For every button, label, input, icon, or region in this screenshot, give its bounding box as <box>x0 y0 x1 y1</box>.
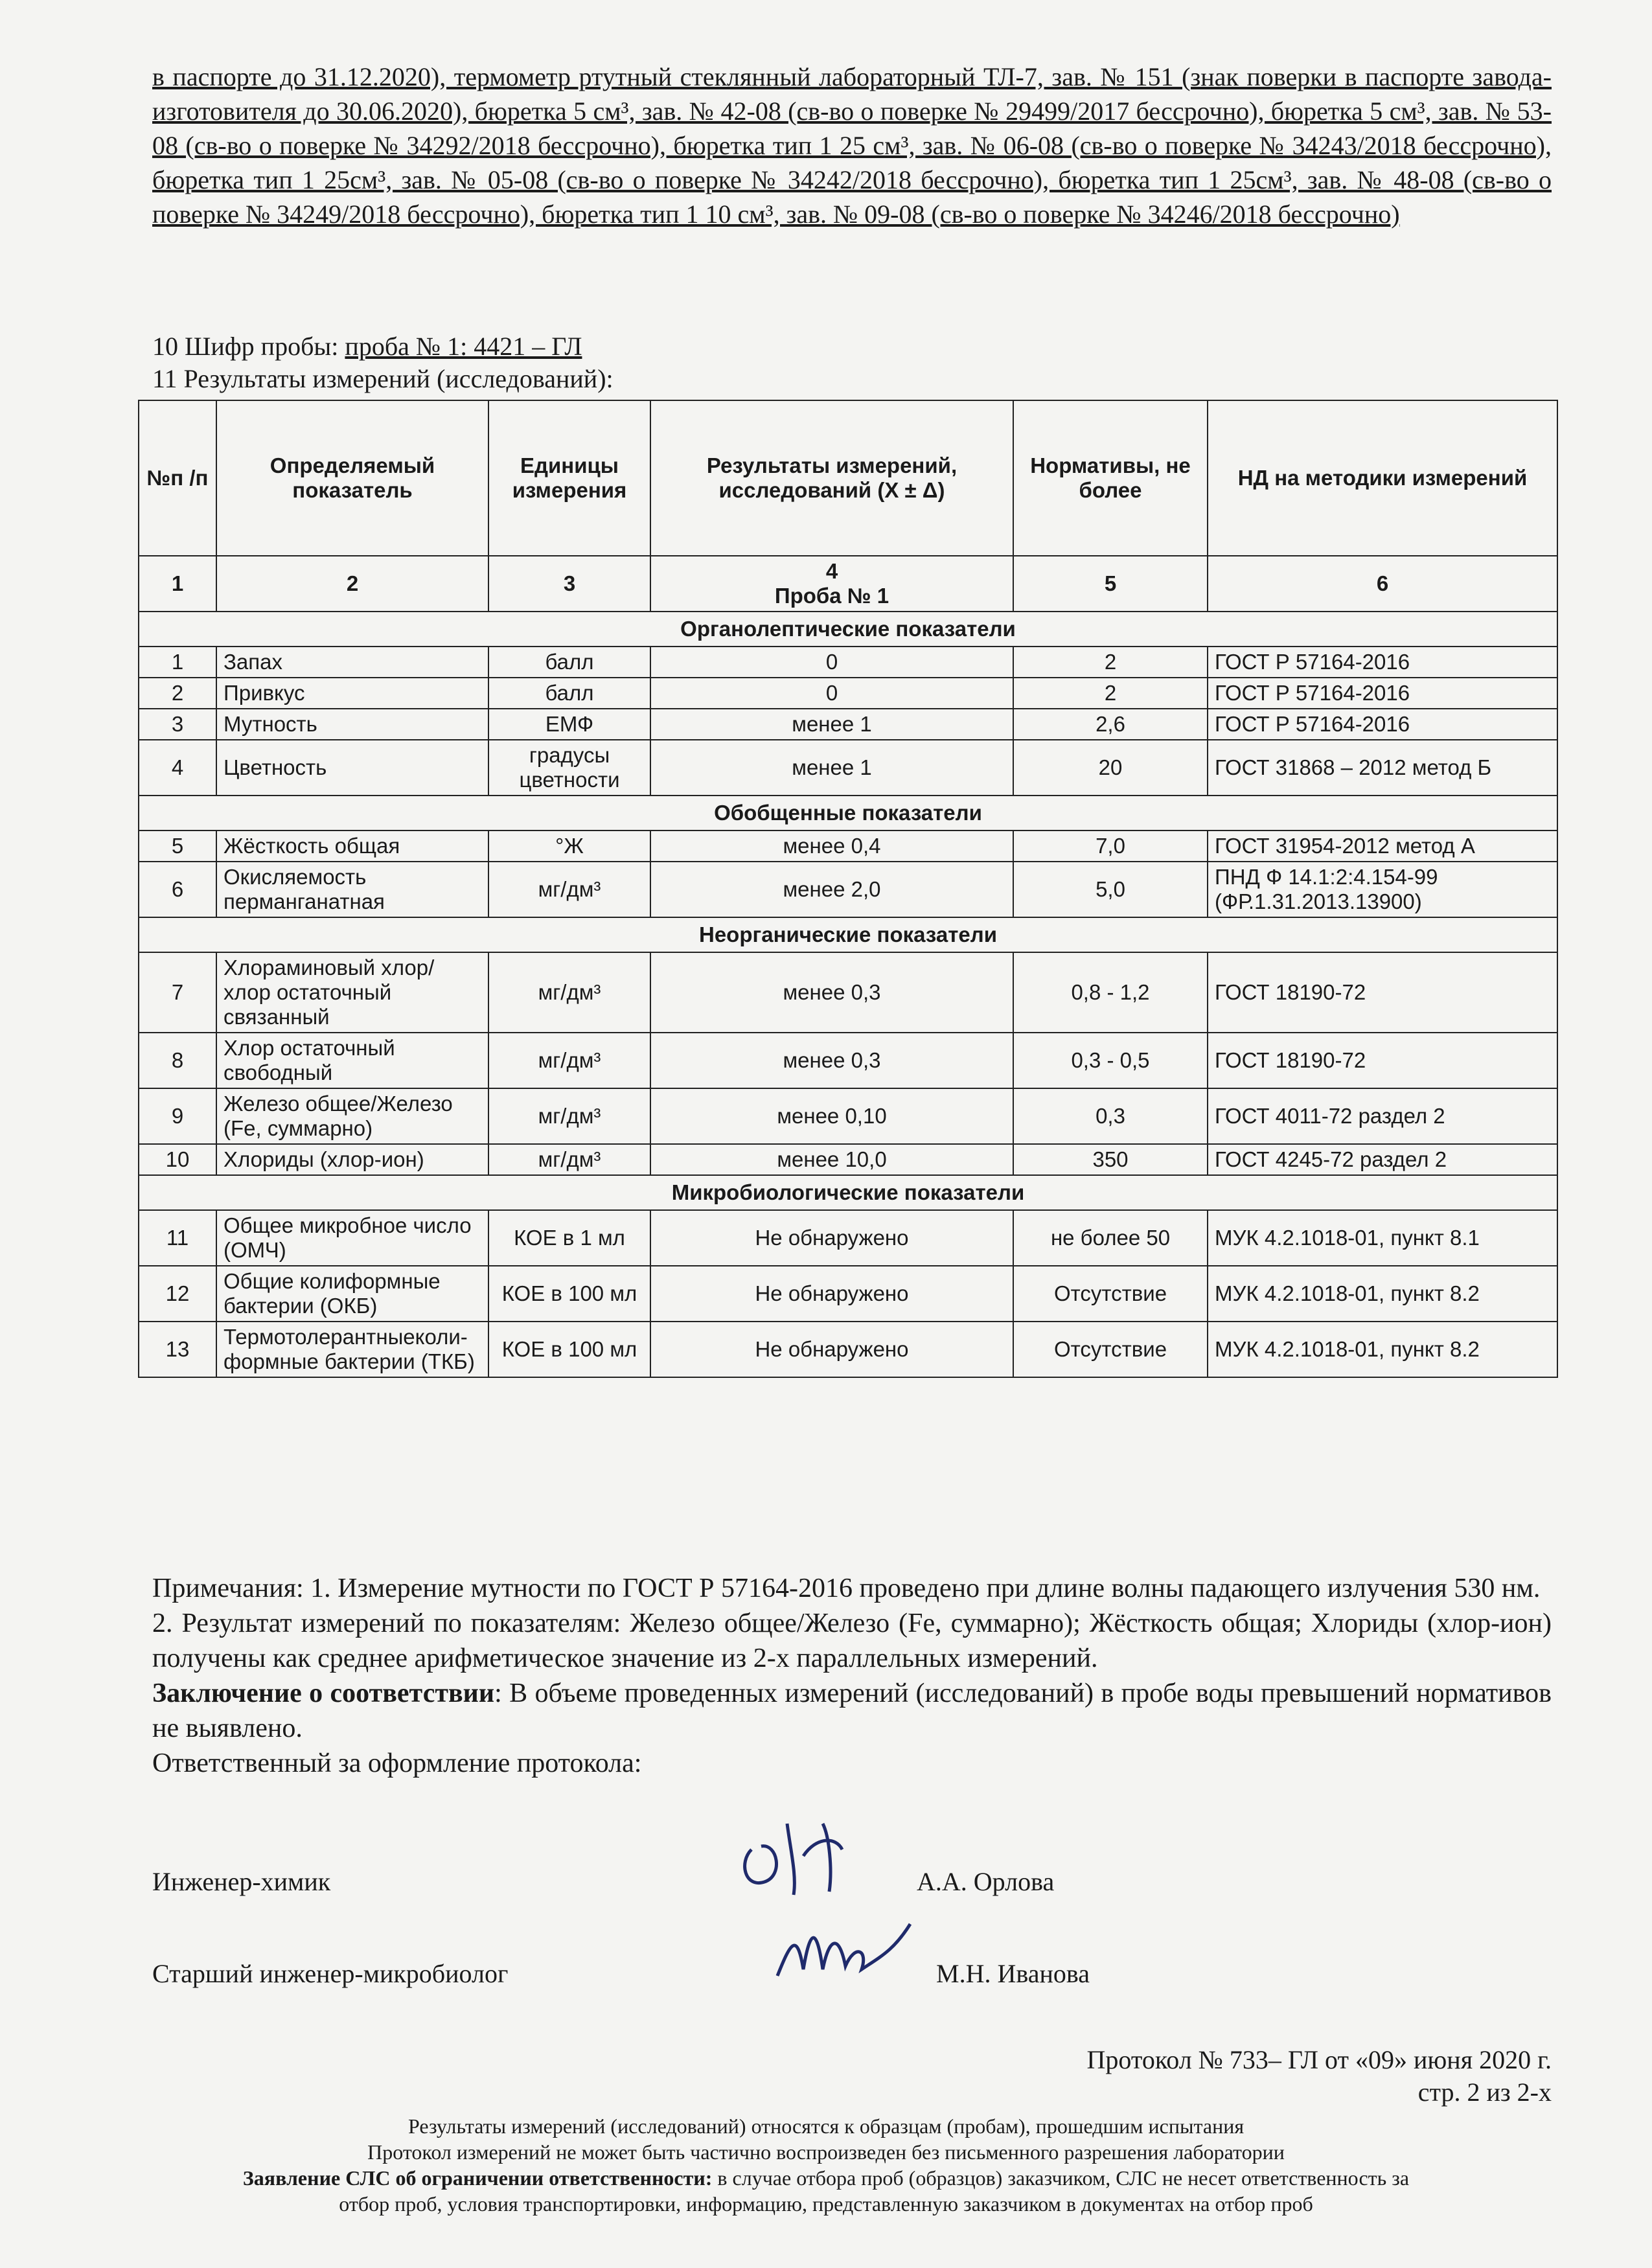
section-header-row <box>139 796 1557 830</box>
table-cell: Общие колиформные бактерии (ОКБ) <box>216 1266 488 1322</box>
table-cell: 7 <box>139 952 216 1033</box>
table-row <box>139 678 1557 709</box>
table-cell: 20 <box>1013 740 1208 796</box>
table-row <box>139 952 1557 1033</box>
table-cell: 6 <box>139 862 216 917</box>
table-cell: мг/дм³ <box>488 952 650 1033</box>
conclusion <box>152 1676 1552 1746</box>
table-cell: ГОСТ Р 57164-2016 <box>1208 709 1557 740</box>
results-table <box>138 400 1558 1378</box>
disclaimer-text: в случае отбора проб (образцов) заказчиком, СЛС не несет ответственность за <box>712 2166 1410 2190</box>
protocol-reference: Протокол № 733– ГЛ от «09» июня 2020 г. <box>1086 2045 1552 2074</box>
table-cell: Хлориды (хлор-ион) <box>216 1144 488 1175</box>
page-number: стр. 2 из 2-х <box>1417 2078 1552 2107</box>
column-number: 1 <box>139 556 216 612</box>
table-cell: мг/дм³ <box>488 862 650 917</box>
table-cell: 7,0 <box>1013 830 1208 862</box>
table-cell: ПНД Ф 14.1:2:4.154-99 (ФР.1.31.2013.13900) <box>1208 862 1557 917</box>
footer-disclaimer <box>0 2165 1652 2191</box>
column-number-with-sample <box>650 556 1013 612</box>
table-row <box>139 709 1557 740</box>
table-cell: менее 0,4 <box>650 830 1013 862</box>
sample-code-label: 10 Шифр пробы: <box>152 332 345 361</box>
column-number: 4 <box>825 559 838 583</box>
header-cell: НД на методики измерений <box>1208 400 1557 556</box>
table-cell: 0 <box>650 647 1013 678</box>
equipment-list-continuation: в паспорте до 31.12.2020), термометр ртутный стеклянный лабораторный ТЛ-7, зав. № 151 (знак поверки в паспорте завода-изготовителя до 30.06.2020), бюретка 5 см³, зав. № 42-08 (св-во о поверке № 29499/2017 бессрочно), бюретка 5 см³, зав. № 53-08 (св-во о поверке № 34292/2018 бессрочно), бюретка тип 1 25 см³, зав. № 06-08 (св-во о поверке № 34243/2018 бессрочно), бюретка тип 1 25см³, зав. № 05-08 (св-во о поверке № 34242/2018 бессрочно), бюретка тип 1 25см³, зав. № 48-08 (св-во о поверке № 34249/2018 бессрочно), бюретка тип 1 10 см³, зав. № 09-08 (св-во о поверке № 34246/2018 бессрочно) <box>152 62 1552 229</box>
table-cell: Привкус <box>216 678 488 709</box>
table-cell: ГОСТ 18190-72 <box>1208 952 1557 1033</box>
table-cell: менее 0,3 <box>650 1033 1013 1088</box>
section-title: Органолептические показатели <box>139 612 1557 647</box>
table-cell: менее 0,10 <box>650 1088 1013 1144</box>
table-cell: Железо общее/Железо (Fe, суммарно) <box>216 1088 488 1144</box>
sample-code-value: проба № 1: 4421 – ГЛ <box>345 332 582 361</box>
section-header-row <box>139 612 1557 647</box>
responsible-label: Ответственный за оформление протокола: <box>152 1748 642 1778</box>
column-number-row <box>139 556 1557 612</box>
table-cell: ГОСТ Р 57164-2016 <box>1208 647 1557 678</box>
table-cell: менее 1 <box>650 740 1013 796</box>
table-cell: 0,8 - 1,2 <box>1013 952 1208 1033</box>
signatory-role: Инженер-химик <box>152 1867 331 1896</box>
table-cell: КОЕ в 1 мл <box>488 1210 650 1266</box>
table-cell: Мутность <box>216 709 488 740</box>
table-cell: Цветность <box>216 740 488 796</box>
section-header-row <box>139 917 1557 952</box>
table-cell: Хлор остаточный свободный <box>216 1033 488 1088</box>
table-cell: менее 10,0 <box>650 1144 1013 1175</box>
conclusion-label: Заключение о соответствии <box>152 1678 495 1708</box>
section-title: Обобщенные показатели <box>139 796 1557 830</box>
table-row <box>139 1088 1557 1144</box>
table-cell: КОЕ в 100 мл <box>488 1322 650 1377</box>
section-title: Неорганические показатели <box>139 917 1557 952</box>
conclusion-text: : В объеме проведенных измерений (исследований) в пробе воды превышений нормативов не выявлено. <box>152 1678 1552 1743</box>
table-row <box>139 1144 1557 1175</box>
note-2: 2. Результат измерений по показателям: Железо общее/Железо (Fe, суммарно); Жёсткость общая; Хлориды (хлор-ион) получены как среднее арифметическое значение из 2-х параллельных измерений. <box>152 1609 1552 1673</box>
notes-block <box>152 1571 1552 1781</box>
table-cell: 2 <box>1013 678 1208 709</box>
table-cell: Не обнаружено <box>650 1322 1013 1377</box>
signatory-role: Старший инженер-микробиолог <box>152 1959 509 1988</box>
signatory-name: М.Н. Иванова <box>936 1959 1090 1988</box>
header-cell: Результаты измерений, исследований (X ± Δ) <box>650 400 1013 556</box>
footer-line-2: Протокол измерений не может быть частично воспроизведен без письменного разрешения лаборатории <box>367 2140 1285 2164</box>
header-cell: Нормативы, не более <box>1013 400 1208 556</box>
table-row <box>139 1210 1557 1266</box>
table-cell: градусы цветности <box>488 740 650 796</box>
table-cell: ГОСТ 31868 – 2012 метод Б <box>1208 740 1557 796</box>
table-cell: 10 <box>139 1144 216 1175</box>
table-cell: 8 <box>139 1033 216 1088</box>
table-cell: менее 0,3 <box>650 952 1013 1033</box>
table-cell: МУК 4.2.1018-01, пункт 8.2 <box>1208 1322 1557 1377</box>
table-cell: °Ж <box>488 830 650 862</box>
sample-title: Проба № 1 <box>774 584 889 608</box>
table-cell: ЕМФ <box>488 709 650 740</box>
table-cell: 12 <box>139 1266 216 1322</box>
header-cell: №п /п <box>139 400 216 556</box>
section-header-row <box>139 1175 1557 1210</box>
column-number: 5 <box>1013 556 1208 612</box>
table-cell: 1 <box>139 647 216 678</box>
table-cell: Термотолерантныеколи-формные бактерии (ТКБ) <box>216 1322 488 1377</box>
header-cell: Определяемый показатель <box>216 400 488 556</box>
table-cell: менее 2,0 <box>650 862 1013 917</box>
table-cell: 5,0 <box>1013 862 1208 917</box>
table-cell: Хлораминовый хлор/хлор остаточный связанный <box>216 952 488 1033</box>
table-cell: Отсутствие <box>1013 1322 1208 1377</box>
table-cell: МУК 4.2.1018-01, пункт 8.1 <box>1208 1210 1557 1266</box>
table-cell: балл <box>488 678 650 709</box>
column-number: 2 <box>216 556 488 612</box>
table-cell: менее 1 <box>650 709 1013 740</box>
table-cell: мг/дм³ <box>488 1088 650 1144</box>
footer-line-1: Результаты измерений (исследований) относятся к образцам (пробам), прошедшим испытания <box>407 2114 1245 2138</box>
table-row <box>139 1266 1557 1322</box>
table-row <box>139 1033 1557 1088</box>
table-cell: 4 <box>139 740 216 796</box>
table-cell: мг/дм³ <box>488 1144 650 1175</box>
table-cell: 0,3 <box>1013 1088 1208 1144</box>
table-cell: 0,3 - 0,5 <box>1013 1033 1208 1088</box>
table-cell: 2 <box>1013 647 1208 678</box>
table-cell: 0 <box>650 678 1013 709</box>
table-cell: 11 <box>139 1210 216 1266</box>
signature-ivanova <box>764 1905 920 2002</box>
note-1: Примечания: 1. Измерение мутности по ГОСТ Р 57164-2016 проведено при длине волны падающего излучения 530 нм. <box>152 1574 1541 1603</box>
table-cell: ГОСТ 4011-72 раздел 2 <box>1208 1088 1557 1144</box>
table-cell: 2,6 <box>1013 709 1208 740</box>
table-row <box>139 862 1557 917</box>
header-cell: Единицы измерения <box>488 400 650 556</box>
table-cell: балл <box>488 647 650 678</box>
table-cell: Запах <box>216 647 488 678</box>
table-cell: Не обнаружено <box>650 1266 1013 1322</box>
table-cell: Общее микробное число (ОМЧ) <box>216 1210 488 1266</box>
results-label: 11 Результаты измерений (исследований): <box>152 364 614 393</box>
sample-code-line <box>152 330 582 363</box>
table-row <box>139 830 1557 862</box>
signatory-name: А.А. Орлова <box>917 1867 1055 1896</box>
table-cell: ГОСТ 31954-2012 метод А <box>1208 830 1557 862</box>
table-cell: ГОСТ Р 57164-2016 <box>1208 678 1557 709</box>
table-cell: не более 50 <box>1013 1210 1208 1266</box>
table-cell: Окисляемость перманганатная <box>216 862 488 917</box>
column-number: 6 <box>1208 556 1557 612</box>
disclaimer-label: Заявление СЛС об ограничении ответственности: <box>242 2166 713 2190</box>
table-cell: Жёсткость общая <box>216 830 488 862</box>
table-body <box>139 556 1557 1377</box>
table-cell: ГОСТ 18190-72 <box>1208 1033 1557 1088</box>
table-cell: 2 <box>139 678 216 709</box>
table-cell: мг/дм³ <box>488 1033 650 1088</box>
column-number: 3 <box>488 556 650 612</box>
section-title: Микробиологические показатели <box>139 1175 1557 1210</box>
table-cell: 13 <box>139 1322 216 1377</box>
table-cell: Не обнаружено <box>650 1210 1013 1266</box>
table-cell: 350 <box>1013 1144 1208 1175</box>
table-cell: ГОСТ 4245-72 раздел 2 <box>1208 1144 1557 1175</box>
table-cell: КОЕ в 100 мл <box>488 1266 650 1322</box>
footer-line-4: отбор проб, условия транспортировки, информацию, представленную заказчиком в документах на отбор проб <box>339 2192 1313 2216</box>
table-row <box>139 740 1557 796</box>
table-cell: МУК 4.2.1018-01, пункт 8.2 <box>1208 1266 1557 1322</box>
table-cell: 5 <box>139 830 216 862</box>
table-cell: 3 <box>139 709 216 740</box>
table-cell: 9 <box>139 1088 216 1144</box>
signature-orlova <box>726 1811 855 1901</box>
table-header-row <box>139 400 1557 556</box>
table-cell: Отсутствие <box>1013 1266 1208 1322</box>
table-row <box>139 647 1557 678</box>
table-row <box>139 1322 1557 1377</box>
